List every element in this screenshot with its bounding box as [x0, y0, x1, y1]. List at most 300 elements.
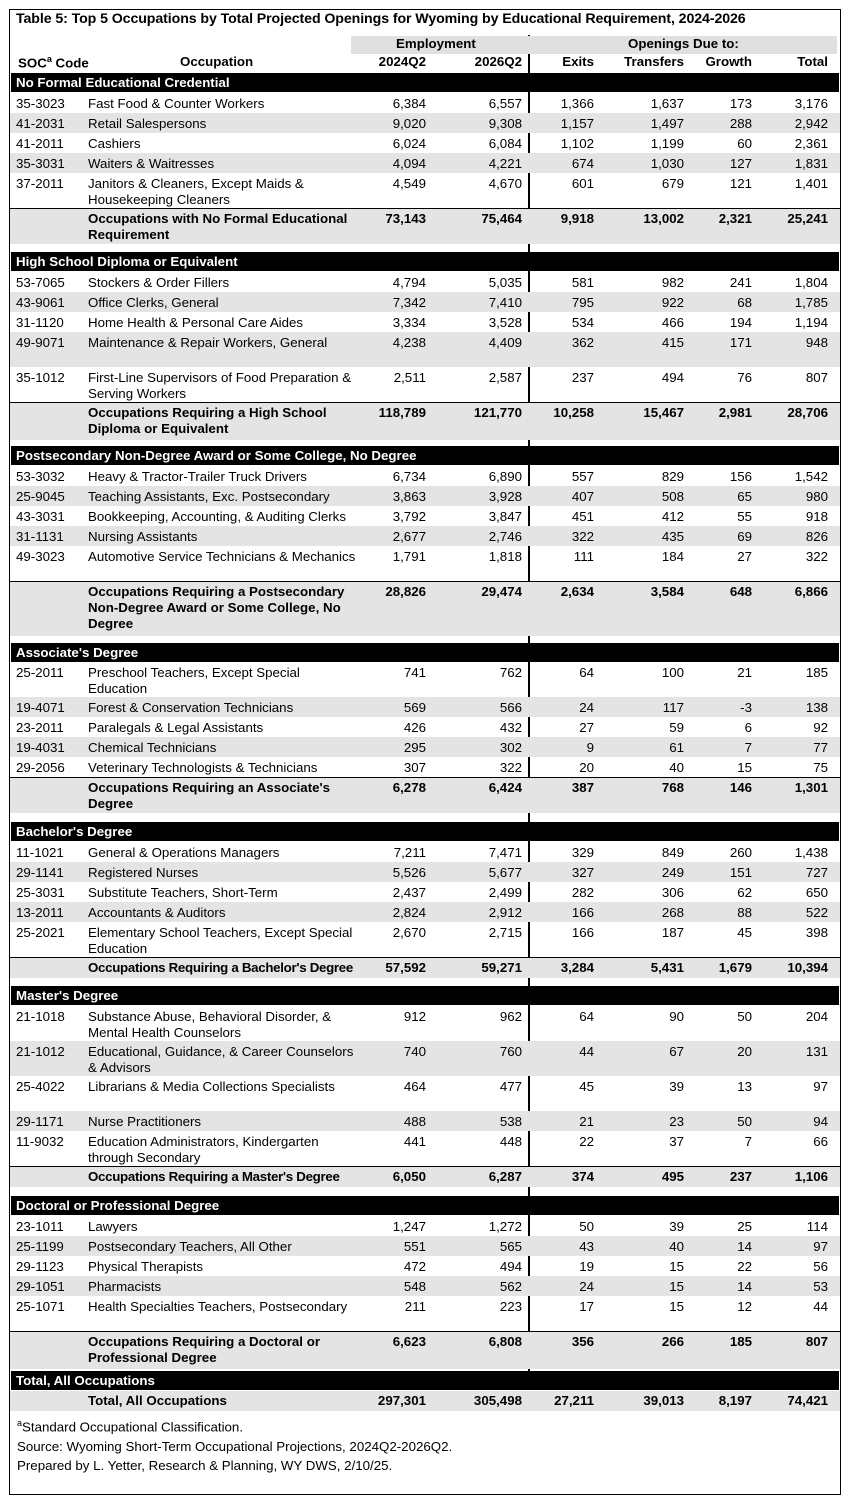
soc-code-header: SOC$^a$ Code: [18, 54, 89, 71]
cell-exits: 282: [571, 885, 594, 900]
cell-exits: 17: [579, 1299, 594, 1314]
cell-occupation: Stockers & Order Fillers: [88, 275, 230, 290]
table-row: [10, 1041, 840, 1076]
cell-total: 826: [805, 529, 828, 544]
cell-emp-2026q2: 2,499: [488, 885, 522, 900]
cell-exits: 24: [579, 700, 594, 715]
cell-emp-2024q2: 3,334: [392, 315, 426, 330]
cell-exits: 362: [571, 335, 594, 350]
cell-growth: 14: [737, 1239, 752, 1254]
cell-transfers: 829: [661, 469, 684, 484]
total-occupation: Occupations Requiring a Postsecondary Non-Degree Award or Some College, No Degree: [88, 584, 345, 631]
cell-growth: 15: [737, 760, 752, 775]
total-emp-2026q2: 6,808: [488, 1334, 522, 1349]
cell-emp-2026q2: 6,890: [488, 469, 522, 484]
grand-exits: 27,211: [554, 1393, 594, 1408]
cell-growth: 68: [737, 295, 752, 310]
cell-growth: 151: [729, 865, 752, 880]
cell-transfers: 184: [661, 549, 684, 564]
transfers-header: Transfers: [624, 54, 684, 69]
total-total: 1,301: [794, 780, 828, 795]
cell-emp-2024q2: 6,024: [392, 136, 426, 151]
cell-emp-2026q2: 5,677: [488, 865, 522, 880]
cell-exits: 111: [573, 549, 594, 564]
cell-occupation: Paralegals & Legal Assistants: [88, 720, 264, 735]
cell-growth: 6: [744, 720, 752, 735]
table-row: [10, 506, 840, 526]
cell-emp-2026q2: 3,928: [488, 489, 522, 504]
cell-occupation: Retail Salespersons: [88, 116, 207, 131]
cell-exits: 19: [579, 1259, 594, 1274]
table-row: [10, 1276, 840, 1296]
cell-occupation: Elementary School Teachers, Except Special Education: [88, 925, 353, 956]
cell-transfers: 306: [661, 885, 684, 900]
table-row: [10, 133, 840, 153]
cell-growth: -3: [740, 700, 752, 715]
cell-occupation: Librarians & Media Collections Specialists: [88, 1079, 335, 1094]
cell-soc-code: 11-9032: [16, 1134, 64, 1149]
grand-total-section-header: [11, 1371, 839, 1390]
cell-growth: 62: [737, 885, 752, 900]
cell-emp-2026q2: 9,308: [488, 116, 522, 131]
cell-exits: 407: [571, 489, 594, 504]
cell-transfers: 100: [661, 665, 684, 680]
total-growth: 185: [729, 1334, 752, 1349]
cell-soc-code: 35-3023: [16, 96, 65, 111]
section-title: Total, All Occupations: [16, 1373, 155, 1388]
section-title: Doctoral or Professional Degree: [16, 1198, 220, 1213]
cell-exits: 64: [579, 1009, 594, 1024]
cell-emp-2026q2: 7,410: [488, 295, 522, 310]
cell-occupation: Automotive Service Technicians & Mechanics: [88, 549, 356, 564]
section-total-row: [10, 1331, 840, 1369]
cell-soc-code: 29-1051: [16, 1279, 65, 1294]
cell-exits: 329: [571, 845, 594, 860]
exits-header: Exits: [562, 54, 594, 69]
cell-transfers: 982: [661, 275, 684, 290]
cell-total: 75: [813, 760, 828, 775]
cell-occupation: Substance Abuse, Behavioral Disorder, & Mental Health Counselors: [88, 1009, 332, 1040]
cell-total: 185: [805, 665, 828, 680]
table-row: [10, 113, 840, 133]
cell-growth: 22: [737, 1259, 752, 1274]
cell-emp-2026q2: 322: [499, 760, 522, 775]
cell-exits: 795: [571, 295, 594, 310]
cell-exits: 20: [579, 760, 594, 775]
table-row: [10, 1131, 840, 1166]
total-growth: 146: [729, 780, 752, 795]
table-row: [10, 367, 840, 402]
cell-exits: 1,366: [560, 96, 594, 111]
total-emp-2026q2: 29,474: [481, 584, 522, 599]
cell-occupation: Cashiers: [88, 136, 141, 151]
cell-growth: 69: [737, 529, 752, 544]
cell-total: 97: [813, 1079, 828, 1094]
cell-emp-2024q2: 2,437: [392, 885, 426, 900]
cell-emp-2026q2: 1,818: [488, 549, 522, 564]
cell-growth: 60: [737, 136, 752, 151]
footnote: $^a$Standard Occupational Classification.: [17, 1418, 244, 1435]
total-emp-2024q2: 57,592: [385, 960, 426, 975]
table-row: [10, 717, 840, 737]
table-row: [10, 757, 840, 777]
cell-growth: 25: [737, 1219, 752, 1234]
total-occupation: Occupations Requiring a Doctoral or Professional Degree: [88, 1334, 320, 1365]
table-row: [10, 1296, 840, 1331]
table-row: [10, 1256, 840, 1276]
cell-exits: 27: [579, 720, 594, 735]
cell-exits: 64: [579, 665, 594, 680]
total-emp-2024q2: 6,623: [392, 1334, 426, 1349]
total-emp-2024q2: 6,050: [392, 1169, 426, 1184]
cell-exits: 581: [571, 275, 594, 290]
cell-growth: 194: [729, 315, 752, 330]
cell-emp-2026q2: 494: [499, 1259, 522, 1274]
cell-total: 322: [805, 549, 828, 564]
section-title: Associate's Degree: [16, 645, 139, 660]
table-row: [10, 662, 840, 697]
cell-soc-code: 13-2011: [16, 905, 64, 920]
cell-occupation: Pharmacists: [88, 1279, 162, 1294]
cell-total: 2,361: [794, 136, 828, 151]
cell-occupation: Nursing Assistants: [88, 529, 198, 544]
cell-soc-code: 29-1141: [16, 865, 64, 880]
cell-exits: 24: [579, 1279, 594, 1294]
cell-transfers: 1,637: [650, 96, 684, 111]
section-title: Master's Degree: [16, 988, 119, 1003]
section-header: [11, 822, 839, 841]
cell-growth: 55: [737, 509, 752, 524]
occupation-header: Occupation: [180, 54, 254, 69]
cell-transfers: 1,199: [650, 136, 684, 151]
cell-emp-2026q2: 4,670: [488, 176, 522, 191]
cell-exits: 50: [579, 1219, 594, 1234]
cell-total: 980: [805, 489, 828, 504]
total-growth: 648: [729, 584, 752, 599]
total-exits: 387: [571, 780, 594, 795]
section-header: [11, 73, 839, 92]
total-transfers: 3,584: [650, 584, 684, 599]
cell-exits: 327: [571, 865, 594, 880]
table-row: [10, 1076, 840, 1111]
cell-emp-2024q2: 9,020: [392, 116, 426, 131]
cell-total: 918: [805, 509, 828, 524]
grand-emp-2024q2: 297,301: [377, 1393, 426, 1408]
cell-occupation: First-Line Supervisors of Food Preparation & Serving Workers: [88, 370, 352, 401]
cell-total: 204: [805, 1009, 828, 1024]
section-total-row: [10, 581, 840, 636]
cell-occupation: General & Operations Managers: [88, 845, 280, 860]
cell-total: 138: [805, 700, 828, 715]
table-row: [10, 332, 840, 367]
total-exits: 10,258: [553, 405, 594, 420]
cell-emp-2024q2: 211: [404, 1299, 426, 1314]
cell-growth: 288: [729, 116, 752, 131]
cell-total: 948: [805, 335, 828, 350]
cell-total: 807: [805, 370, 828, 385]
cell-emp-2024q2: 4,238: [392, 335, 426, 350]
cell-exits: 9: [586, 740, 594, 755]
cell-transfers: 15: [669, 1299, 684, 1314]
table-row: [10, 93, 840, 113]
cell-growth: 14: [737, 1279, 752, 1294]
growth-header: Growth: [705, 54, 752, 69]
cell-transfers: 39: [669, 1219, 684, 1234]
cell-emp-2026q2: 2,912: [488, 905, 522, 920]
cell-exits: 166: [571, 905, 594, 920]
total-total: 1,106: [794, 1169, 828, 1184]
cell-total: 53: [813, 1279, 828, 1294]
cell-emp-2026q2: 223: [499, 1299, 522, 1314]
cell-total: 522: [805, 905, 828, 920]
cell-emp-2024q2: 912: [403, 1009, 426, 1024]
cell-growth: 76: [737, 370, 752, 385]
grand-transfers: 39,013: [643, 1393, 684, 1408]
cell-total: 1,401: [794, 176, 828, 191]
cell-transfers: 117: [662, 700, 684, 715]
cell-exits: 1,102: [560, 136, 594, 151]
total-emp-2024q2: 6,278: [392, 780, 426, 795]
cell-emp-2024q2: 307: [403, 760, 426, 775]
cell-growth: 127: [729, 156, 752, 171]
cell-emp-2026q2: 432: [499, 720, 522, 735]
cell-transfers: 249: [661, 865, 684, 880]
total-emp-2026q2: 121,770: [473, 405, 522, 420]
cell-emp-2024q2: 4,794: [392, 275, 426, 290]
section-title: Postsecondary Non-Degree Award or Some College, No Degree: [16, 448, 417, 463]
cell-total: 94: [813, 1114, 828, 1129]
cell-transfers: 922: [661, 295, 684, 310]
cell-total: 3,176: [794, 96, 828, 111]
cell-emp-2026q2: 760: [499, 1044, 522, 1059]
cell-soc-code: 35-1012: [16, 370, 65, 385]
table-footer: [17, 1414, 452, 1476]
cell-transfers: 40: [669, 1239, 684, 1254]
cell-soc-code: 25-9045: [16, 489, 65, 504]
cell-transfers: 679: [661, 176, 684, 191]
table-row: [10, 486, 840, 506]
cell-occupation: Education Administrators, Kindergarten through Secondary: [88, 1134, 319, 1165]
cell-occupation: Chemical Technicians: [88, 740, 217, 755]
cell-emp-2024q2: 2,824: [392, 905, 426, 920]
cell-growth: 121: [729, 176, 752, 191]
cell-emp-2024q2: 1,247: [392, 1219, 426, 1234]
cell-total: 650: [805, 885, 828, 900]
section-total-row: [10, 1166, 840, 1187]
cell-emp-2024q2: 426: [403, 720, 426, 735]
cell-emp-2024q2: 472: [403, 1259, 426, 1274]
cell-emp-2026q2: 6,557: [488, 96, 522, 111]
cell-total: 398: [805, 925, 828, 940]
table-row: [10, 173, 840, 208]
cell-emp-2024q2: 548: [403, 1279, 426, 1294]
cell-growth: 260: [729, 845, 752, 860]
cell-total: 1,785: [794, 295, 828, 310]
cell-soc-code: 43-3031: [16, 509, 65, 524]
cell-growth: 45: [737, 925, 752, 940]
cell-soc-code: 23-1011: [16, 1219, 64, 1234]
total-growth: 1,679: [718, 960, 752, 975]
cell-soc-code: 53-3032: [16, 469, 65, 484]
section-total-row: [10, 777, 840, 813]
cell-total: 1,831: [794, 156, 828, 171]
cell-exits: 534: [571, 315, 594, 330]
cell-transfers: 849: [661, 845, 684, 860]
total-exits: 3,284: [560, 960, 594, 975]
cell-growth: 50: [737, 1009, 752, 1024]
section-header: [11, 986, 839, 1005]
cell-occupation: Maintenance & Repair Workers, General: [88, 335, 328, 350]
cell-exits: 1,157: [560, 116, 594, 131]
cell-emp-2026q2: 3,528: [488, 315, 522, 330]
cell-emp-2024q2: 7,211: [393, 845, 426, 860]
table-row: [10, 1111, 840, 1131]
table-row: [10, 862, 840, 882]
section-header: [11, 1196, 839, 1215]
cell-growth: 88: [737, 905, 752, 920]
total-emp-2026q2: 6,424: [488, 780, 522, 795]
cell-transfers: 466: [661, 315, 684, 330]
cell-emp-2024q2: 2,677: [392, 529, 426, 544]
cell-emp-2026q2: 2,715: [488, 925, 522, 940]
cell-occupation: Veterinary Technologists & Technicians: [88, 760, 318, 775]
grand-total-label: Total, All Occupations: [88, 1393, 227, 1408]
cell-emp-2024q2: 569: [403, 700, 426, 715]
cell-soc-code: 29-1171: [16, 1114, 64, 1129]
cell-growth: 27: [737, 549, 752, 564]
cell-emp-2026q2: 477: [499, 1079, 522, 1094]
cell-transfers: 59: [669, 720, 684, 735]
cell-transfers: 1,497: [650, 116, 684, 131]
cell-transfers: 15: [669, 1259, 684, 1274]
total-exits: 356: [571, 1334, 594, 1349]
total-transfers: 15,467: [643, 405, 684, 420]
cell-soc-code: 53-7065: [16, 275, 65, 290]
cell-occupation: Waiters & Waitresses: [88, 156, 215, 171]
cell-total: 1,804: [794, 275, 828, 290]
cell-soc-code: 29-1123: [16, 1259, 64, 1274]
table-row: [10, 902, 840, 922]
table-row: [10, 1006, 840, 1041]
cell-emp-2026q2: 5,035: [488, 275, 522, 290]
cell-occupation: Home Health & Personal Care Aides: [88, 315, 304, 330]
cell-emp-2026q2: 6,084: [488, 136, 522, 151]
total-emp-2024q2: 73,143: [385, 211, 426, 226]
total-total: 28,706: [787, 405, 828, 420]
cell-soc-code: 21-1018: [16, 1009, 65, 1024]
total-occupation: Occupations Requiring an Associate's Degree: [88, 780, 331, 811]
total-growth: 237: [729, 1169, 752, 1184]
cell-transfers: 187: [661, 925, 684, 940]
cell-transfers: 1,030: [650, 156, 684, 171]
total-transfers: 495: [661, 1169, 684, 1184]
cell-emp-2024q2: 3,863: [392, 489, 426, 504]
total-emp-2026q2: 6,287: [488, 1169, 522, 1184]
cell-transfers: 268: [661, 905, 684, 920]
section-header: [11, 446, 839, 465]
cell-emp-2024q2: 740: [403, 1044, 426, 1059]
section-total-row: [10, 957, 840, 978]
cell-occupation: Lawyers: [88, 1219, 138, 1234]
section-total-row: [10, 402, 840, 440]
cell-soc-code: 21-1012: [16, 1044, 65, 1059]
cell-soc-code: 19-4071: [16, 700, 65, 715]
cell-soc-code: 35-3031: [16, 156, 65, 171]
cell-occupation: Office Clerks, General: [88, 295, 219, 310]
cell-emp-2024q2: 488: [403, 1114, 426, 1129]
cell-emp-2026q2: 2,587: [488, 370, 522, 385]
cell-transfers: 23: [669, 1114, 684, 1129]
cell-exits: 45: [579, 1079, 594, 1094]
cell-emp-2024q2: 441: [403, 1134, 426, 1149]
cell-exits: 21: [579, 1114, 594, 1129]
cell-growth: 171: [729, 335, 752, 350]
total-exits: 9,918: [560, 211, 594, 226]
cell-soc-code: 37-2011: [16, 176, 64, 191]
grand-total: 74,421: [787, 1393, 828, 1408]
cell-exits: 451: [571, 509, 594, 524]
section-title: High School Diploma or Equivalent: [16, 254, 238, 269]
cell-soc-code: 25-2011: [16, 665, 64, 680]
cell-growth: 20: [737, 1044, 752, 1059]
cell-transfers: 39: [669, 1079, 684, 1094]
total-occupation: Occupations Requiring a High School Diploma or Equivalent: [88, 405, 327, 436]
cell-emp-2024q2: 551: [403, 1239, 426, 1254]
cell-exits: 322: [571, 529, 594, 544]
total-total: 6,866: [794, 584, 828, 599]
openings-header: Openings Due to:: [628, 36, 739, 51]
cell-emp-2024q2: 6,384: [392, 96, 426, 111]
employment-header: Employment: [396, 36, 476, 51]
cell-emp-2026q2: 2,746: [488, 529, 522, 544]
cell-occupation: Physical Therapists: [88, 1259, 204, 1274]
cell-soc-code: 25-3031: [16, 885, 65, 900]
cell-soc-code: 41-2031: [16, 116, 65, 131]
cell-occupation: Registered Nurses: [88, 865, 199, 880]
cell-growth: 7: [744, 740, 752, 755]
cell-emp-2024q2: 4,094: [392, 156, 426, 171]
cell-emp-2024q2: 741: [403, 665, 426, 680]
table-row: [10, 272, 840, 292]
total-total: 807: [805, 1334, 828, 1349]
table-row: [10, 546, 840, 581]
cell-emp-2026q2: 448: [499, 1134, 522, 1149]
total-emp-2024q2: 28,826: [385, 584, 426, 599]
section-header: [11, 643, 839, 662]
cell-growth: 65: [737, 489, 752, 504]
cell-emp-2024q2: 7,342: [392, 295, 426, 310]
cell-emp-2024q2: 2,670: [392, 925, 426, 940]
cell-emp-2024q2: 464: [403, 1079, 426, 1094]
cell-occupation: Heavy & Tractor-Trailer Truck Drivers: [88, 469, 307, 484]
cell-soc-code: 25-4022: [16, 1079, 65, 1094]
cell-total: 77: [813, 740, 828, 755]
cell-total: 92: [813, 720, 828, 735]
table-row: [10, 1236, 840, 1256]
source-note: Source: Wyoming Short-Term Occupational Projections, 2024Q2-2026Q2.: [17, 1438, 453, 1454]
cell-total: 97: [813, 1239, 828, 1254]
cell-emp-2026q2: 538: [499, 1114, 522, 1129]
grand-total-row: [10, 1391, 840, 1411]
cell-transfers: 61: [669, 740, 684, 755]
cell-total: 1,438: [794, 845, 828, 860]
cell-soc-code: 29-2056: [16, 760, 65, 775]
table-row: [10, 466, 840, 486]
cell-occupation: Nurse Practitioners: [88, 1114, 202, 1129]
col-2024-header: 2024Q2: [378, 54, 426, 69]
cell-occupation: Health Specialties Teachers, Postsecondary: [88, 1299, 348, 1314]
total-total: 25,241: [787, 211, 828, 226]
